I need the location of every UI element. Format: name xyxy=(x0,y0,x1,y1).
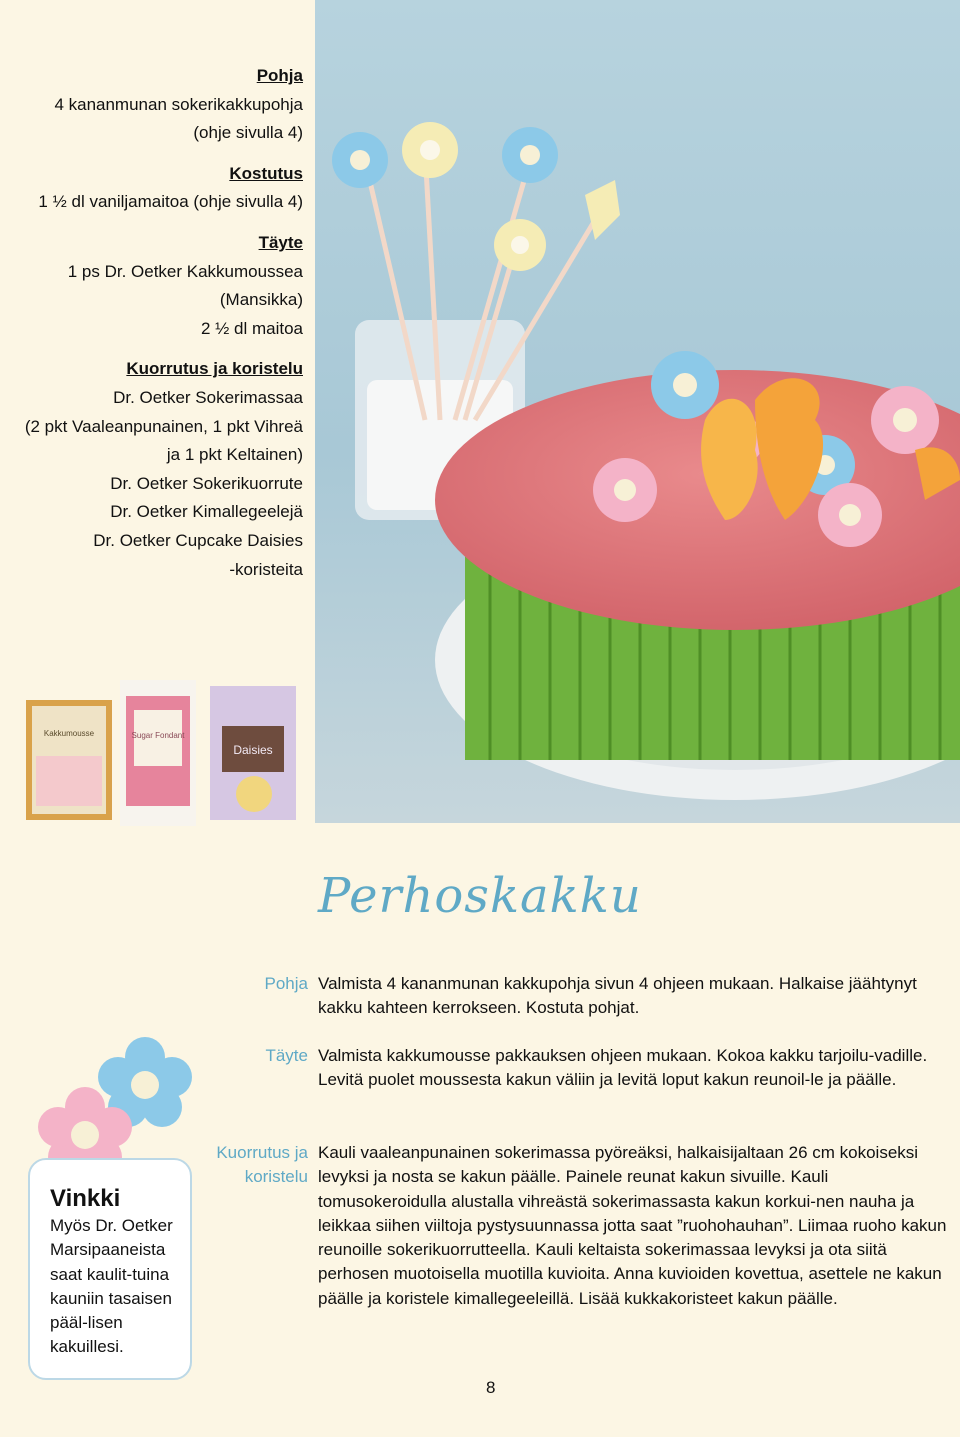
ingredient-group-kostutus xyxy=(0,160,303,217)
product-label-3: Daisies xyxy=(233,743,273,757)
ingredient-line: (ohje sivulla 4) xyxy=(193,123,303,143)
step-label: Pohja xyxy=(264,974,308,993)
ingredient-group-tayte xyxy=(0,229,303,343)
ingredient-line: Dr. Oetker Sokerikuorrute xyxy=(110,473,303,493)
ingredient-line: 4 kananmunan sokerikakkupohja xyxy=(54,94,303,114)
step-text: Valmista 4 kananmunan kakkupohja sivun 4 ohjeen mukaan. Halkaise jäähtynyt kakku kahteen kerrokseen. Kostuta pohjat. xyxy=(318,974,917,1018)
page-number: 8 xyxy=(486,1378,496,1397)
tip-text: Myös Dr. Oetker Marsipaaneista saat kaulit-tuina kauniin tasaisen pääl-lisen kakuillesi. xyxy=(50,1216,173,1357)
ingredient-line: Dr. Oetker Cupcake Daisies xyxy=(93,530,303,550)
step-text: Kauli vaaleanpunainen sokerimassa pyöreäksi, halkaisijaltaan 26 cm kokoiseksi levyksi ja nosta se kakun päälle. Painele reunat kakun sivuille. Kauli tomusokeroidulla alustalla vihreästä sokerimassasta kakun korkui-nen nauha ja leikkaa siihen viiltoja pystysuunnassa jotta saat ”ruohohauhan”. Liimaa ruoho kakun reunoille sokerikuorrutteella. Kauli keltaista sokerimassaa levyksi ja ota siitä perhosen muotoisella muotilla kuvioita. Anna kuvioiden kovettua, asettele ne kakun päälle ja koristele kimallegeeleillä. Lisää kukkakoristeet kakun päälle. xyxy=(318,1143,947,1308)
ingredient-line: (Mansikka) xyxy=(219,290,303,310)
product-illustration xyxy=(22,676,302,826)
tip-box xyxy=(28,1158,192,1380)
ingredient-line: -koristeita xyxy=(229,559,303,579)
ingredient-heading: Täyte xyxy=(258,232,303,252)
ingredient-line: Dr. Oetker Sokerimassaa xyxy=(113,387,303,407)
ingredient-line: (2 pkt Vaaleanpunainen, 1 pkt Vihreä xyxy=(24,416,303,436)
step-label: Kuorrutus ja koristelu xyxy=(216,1143,308,1187)
ingredient-line: ja 1 pkt Keltainen) xyxy=(166,445,303,465)
ingredient-list xyxy=(0,62,303,596)
ingredient-group-pohja xyxy=(0,62,303,148)
product-label-2: Sugar Fondant xyxy=(131,731,185,740)
cake-illustration xyxy=(315,0,960,823)
step-text: Valmista kakkumousse pakkauksen ohjeen mukaan. Kokoa kakku tarjoilu-vadille. Levitä puolet moussesta kakun väliin ja levitä loput kakun reunoil-le ja päälle. xyxy=(318,1046,928,1090)
recipe-title: Perhoskakku xyxy=(318,868,642,924)
step-label: Täyte xyxy=(265,1046,308,1065)
product-label-1: Kakkumousse xyxy=(43,729,95,738)
ingredient-line: Dr. Oetker Kimallegeelejä xyxy=(110,502,303,522)
tip-title: Vinkki xyxy=(50,1185,121,1212)
ingredient-line: 2 ½ dl maitoa xyxy=(200,318,303,338)
ingredient-line: 1 ½ dl vaniljamaitoa (ohje sivulla 4) xyxy=(38,192,303,212)
ingredient-group-kuorrutus xyxy=(0,355,303,584)
cake-photo xyxy=(315,0,960,823)
ingredient-line: 1 ps Dr. Oetker Kakkumoussea xyxy=(67,261,303,281)
ingredient-heading: Kostutus xyxy=(229,163,303,183)
ingredient-heading: Pohja xyxy=(256,66,303,85)
product-packages xyxy=(22,676,302,826)
ingredient-heading: Kuorrutus ja koristelu xyxy=(126,359,303,379)
